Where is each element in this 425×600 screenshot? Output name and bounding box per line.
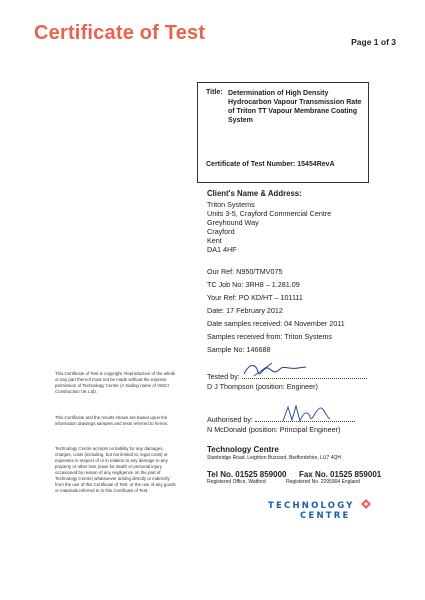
contact-numbers <box>207 470 381 479</box>
technology-centre-logo <box>268 501 355 521</box>
authorised-by-label: Authorised by: <box>207 415 253 424</box>
our-ref: Our Ref: N950/TMV075 <box>207 267 283 276</box>
date-samples-received: Date samples received: 04 November 2011 <box>207 319 345 328</box>
certificate-number: Certificate of Test Number: 15454RevA <box>206 161 335 168</box>
results-notice: This Certificate and the results shown are based upon the information drawings samples and tests referred to herein. <box>55 415 169 426</box>
client-heading: Client's Name & Address: <box>207 189 302 198</box>
tested-by-label: Tested by: <box>207 372 240 381</box>
title-label: Title: <box>206 89 223 96</box>
registered-number: Registered No. 2295904 England <box>286 479 360 485</box>
fax-number: Fax No. 01525 859001 <box>298 470 382 479</box>
title-text: Determination of High Density Hydrocarbon Vapour Transmission Rate of Triton TT Vapour Membrane Coating System <box>228 90 362 124</box>
authorised-signature <box>280 403 340 425</box>
authorised-by-name: N McDonald (position: Principal Engineer) <box>207 425 341 434</box>
tested-by-name: D J Thompson (position: Engineer) <box>207 382 318 391</box>
technology-centre-address: Stanbridge Road, Leighton Buzzard, Bedfordshire, LU7 4QH <box>207 455 341 461</box>
client-address: Triton Systems Units 3-5, Crayford Commercial Centre Greyhound Way Crayford Kent DA1 4HF <box>207 200 332 254</box>
your-ref: Your Ref: PO KD/HT – 101111 <box>207 293 303 302</box>
tc-job-no: TC Job No: 3RH8 – 1.281.09 <box>207 280 300 289</box>
report-date: Date: 17 February 2012 <box>207 306 283 315</box>
logo-line-2: CENTRE <box>300 511 351 521</box>
page-number: Page 1 of 3 <box>351 37 396 47</box>
logo-line-1: TECHNOLOGY <box>268 501 355 511</box>
registered-office: Registered Office, Watford <box>207 479 266 485</box>
liability-notice: Technology Centre accepts no liability for any damages, charges, costs (including, but not limited to, legal costs) or expenses in respect of or in relation to any damage to any property or other loss (save for death or personal injury occasioned by reason of any negligence on the part of Technology Centre) whatsoever arising directly or indirectly from the use of this Certificate of Test, or the use of any goods or materials referred to in this Certificate of Test. <box>55 446 176 493</box>
technology-centre-heading: Technology Centre <box>207 445 279 454</box>
sample-number: Sample No: 146688 <box>207 345 271 354</box>
certificate-title: Certificate of Test <box>34 22 206 44</box>
telephone-number: Tel No. 01525 859000 <box>207 470 287 479</box>
title-box <box>197 82 369 183</box>
tested-signature <box>240 360 310 380</box>
samples-received-from: Samples received from: Triton Systems <box>207 332 333 341</box>
copyright-notice: This Certificate of Test is copyright. Reproduction of the whole or any part thereof must not be made without the express permission of Technology Centre (A trading name of VINCI Construction UK Ltd). <box>55 371 176 394</box>
logo-mark-icon <box>361 499 371 509</box>
